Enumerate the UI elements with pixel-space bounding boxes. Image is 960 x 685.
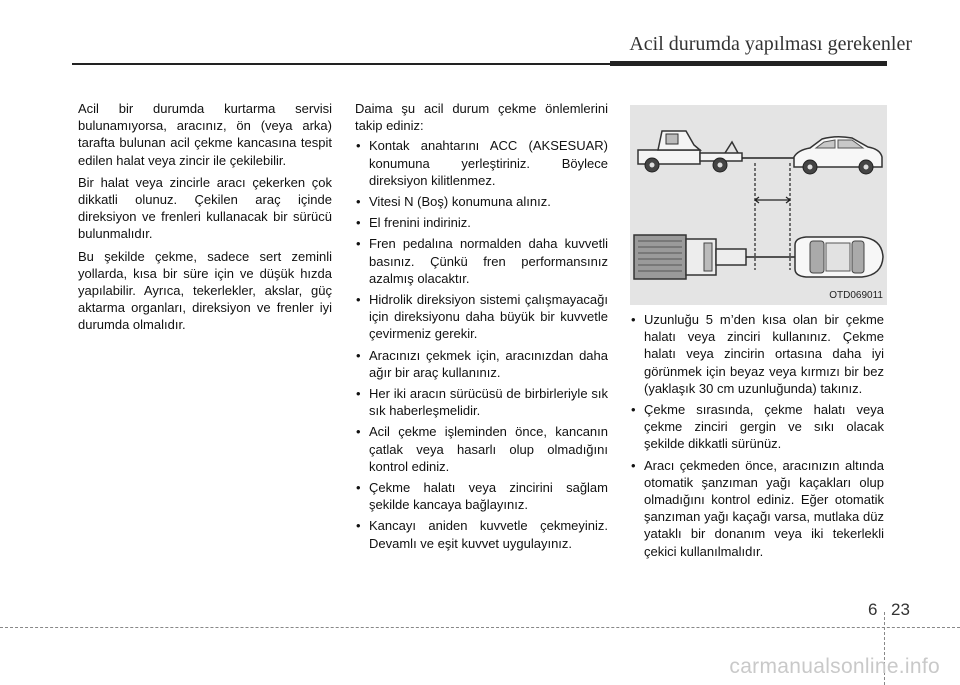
column-middle — [355, 100, 608, 556]
paragraph: Acil bir durumda kurtarma servisi bulunamıyorsa, aracınız, ön (veya arka) tarafta bulunan acil çekme kancasına tespit edilen halat veya zincir ile çekilebilir. — [78, 101, 332, 168]
list-item: • Kancayı aniden kuvvetle çekmeyiniz. Devamlı ve eşit kuvvet uygulayınız. — [355, 517, 608, 551]
figure-code: OTD069011 — [829, 290, 883, 301]
chapter-number: 6 — [868, 600, 878, 619]
page-number: 23 — [891, 600, 910, 619]
intro-text: Daima şu acil durum çekme önlemlerini takip ediniz: — [355, 101, 608, 134]
tow-truck-top-image — [634, 235, 746, 279]
list-item: • El frenini indiriniz. — [355, 214, 608, 231]
towed-car-top-image — [795, 237, 883, 277]
list-item: • Acil çekme işleminden önce, kancanın çatlak veya hasarlı olup olmadığını kontrol ediniz. — [355, 423, 608, 475]
paragraph: Bir halat veya zincirle aracı çekerken çok dikkatli olunuz. Çekilen araç içinde direksiyon ve frenleri kullanacak bir sürücü bulunmalıdır. — [78, 174, 332, 242]
list-item: • Aracı çekmeden önce, aracınızın altında otomatik şanzıman yağı kaçakları olup olmadığını kontrol ediniz. Eğer otomatik şanzıman yağı kaçağı varsa, mutlaka düz yataklı bir donanım veya iki tekerlekli çekici kullanılmalıdır. — [630, 457, 884, 560]
towed-car-side-image — [794, 137, 882, 174]
watermark: carmanualsonline.info — [729, 655, 940, 678]
tow-truck-side-image — [638, 131, 742, 172]
list-item: • Kontak anahtarını ACC (AKSESUAR) konumuna yerleştiriniz. Böylece direksiyon kilitlenmez. — [355, 137, 608, 189]
list-item: • Vitesi N (Boş) konumuna alınız. — [355, 193, 608, 210]
list-item: • Çekme halatı veya zincirini sağlam şekilde kancaya bağlayınız. — [355, 479, 608, 513]
footer-rule — [0, 627, 960, 628]
column-left — [78, 100, 332, 339]
list-item: • Fren pedalına normalden daha kuvvetli basınız. Çünkü fren performansınız azalmış olacaktır. — [355, 235, 608, 287]
header-title: Acil durumda yapılması gerekenler — [629, 33, 912, 55]
paragraph: Bu şekilde çekme, sadece sert zeminli yollarda, kısa bir süre için ve düşük hızda yapılabilir. Ayrıca, tekerlekler, akslar, güç aktarma organları, direksiyon ve frenler iyi durumda olmalıdır. — [78, 248, 332, 333]
list-item: • Çekme sırasında, çekme halatı veya çekme zinciri gergin ve sıkı olacak şekilde dikkatli sürünüz. — [630, 401, 884, 453]
towing-illustration — [630, 105, 887, 305]
distance-marker — [755, 163, 790, 270]
list-item: • Uzunluğu 5 m’den kısa olan bir çekme halatı veya zinciri kullanınız. Çekme halatı veya zincirin ortasına daha iyi görünmek için beyaz veya kırmızı bir bez (yaklaşık 30 cm uzunluğunda) takınız. — [630, 311, 884, 397]
column-right — [630, 311, 884, 564]
list-item: • Her iki aracın sürücüsü de birbirleriyle sık sık haberleşmelidir. — [355, 385, 608, 419]
list-item: • Hidrolik direksiyon sistemi çalışmayacağı için direksiyonu daha büyük bir kuvvetle çevirmeniz gerekir. — [355, 291, 608, 343]
header-rule-accent — [610, 61, 887, 66]
towing-diagram — [630, 105, 887, 305]
precaution-list — [355, 137, 608, 551]
rope-instructions-list — [630, 311, 884, 560]
list-item: • Aracınızı çekmek için, aracınızdan daha ağır bir araç kullanınız. — [355, 347, 608, 381]
